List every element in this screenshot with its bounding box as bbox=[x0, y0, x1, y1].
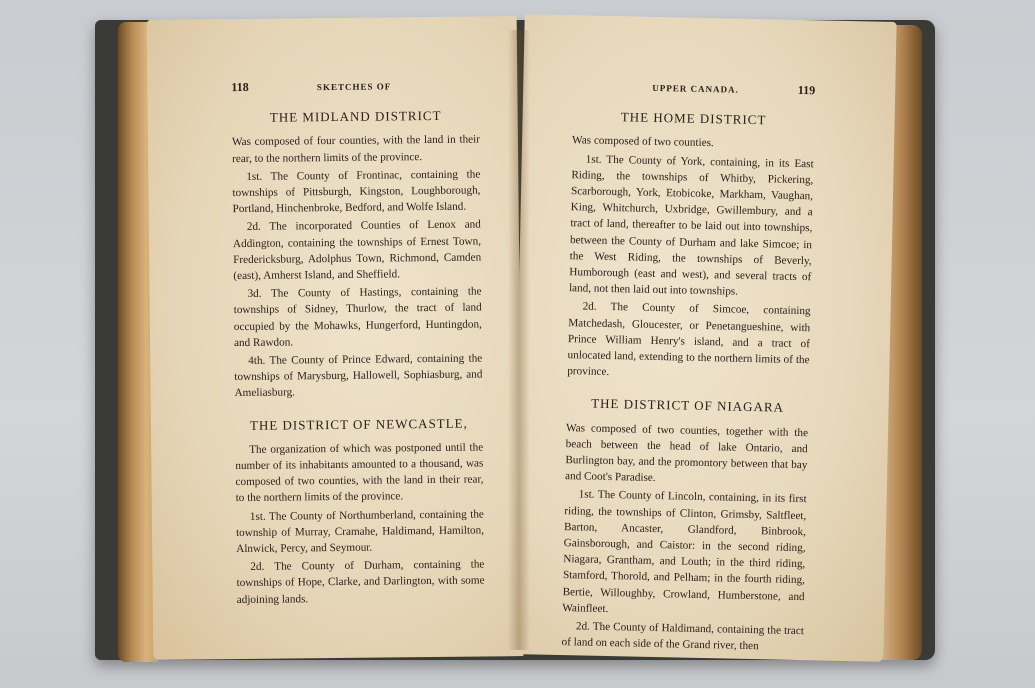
right-running-head: UPPER CANADA. bbox=[652, 82, 739, 95]
paragraph: Was composed of two counties. bbox=[571, 134, 714, 150]
paragraph: 1st. The County of York, containing, in its East Riding, the townships of Whitby, Pickering, Scarborough, York, Etobicoke, Markham, Vaughan, King, Whitchurch, Uxbridge, Gwillembury, and a tract of land, thereafter to be laid out into townships, between the County of Durham and lake Simcoe; in the West Riding, the townships of Beverly, Humborough (east and west), and several tracts of land, not then laid out into townships. bbox=[568, 153, 814, 298]
paragraph: Was composed of four counties, with the land in their rear, to the northern limits of the province. bbox=[231, 133, 480, 165]
paragraph: 4th. The County of Prince Edward, containing the townships of Marysburg, Hallowell, Sophiasburg, and Ameliasburg. bbox=[234, 352, 483, 400]
left-running-head: SKETCHES OF bbox=[316, 81, 392, 93]
paragraph: 2d. The County of Haldimand, containing the tract of land on each side of the Grand river, then bbox=[561, 620, 805, 653]
section-heading: THE DISTRICT OF NEWCASTLE, bbox=[249, 415, 468, 433]
paragraph: 2d. The incorporated Counties of Lenox and Addington, containing the townships of Ernest Town, Fredericksburg, Adolphus Town, Richmond, Camden (east), Amherst Island, and Sheffield. bbox=[232, 218, 482, 283]
paragraph: 1st. The County of Frontinac, containing the townships of Pittsburgh, Kingston, Loughborough, Portland, Hinchenbroke, Bedford, and Wolfe Island. bbox=[232, 168, 481, 216]
section-heading: THE HOME DISTRICT bbox=[620, 109, 767, 128]
paragraph: 1st. The County of Northumberland, containing the township of Murray, Cramahe, Haldimand, Hamilton, Alnwick, Percy, and Seymour. bbox=[235, 508, 485, 556]
book-gutter bbox=[508, 30, 530, 650]
paragraph: Was composed of two counties, together with the beach between the head of lake Ontario, and Burlington bay, and the promontory between that bay and Coot's Paradise. bbox=[564, 421, 809, 485]
paragraph: 2d. The County of Durham, containing the townships of Hope, Clarke, and Darlington, with some adjoining lands. bbox=[236, 558, 485, 606]
left-page-header bbox=[231, 76, 479, 96]
section-heading: THE DISTRICT OF NIAGARA bbox=[591, 396, 785, 416]
left-page bbox=[147, 16, 524, 660]
paragraph: The organization of which was postponed until the number of its inhabitants amounted to a thousand, was composed of two counties, with the land in their rear, to the northern limits of the province. bbox=[235, 441, 484, 505]
right-page bbox=[511, 14, 896, 662]
right-page-header bbox=[573, 77, 815, 99]
section-heading: THE MIDLAND DISTRICT bbox=[269, 108, 442, 125]
paragraph: 2d. The County of Simcoe, containing Matchedash, Gloucester, or Penetangueshine, with Prince William Henry's island, and a tract of unlocated land, extending to the northern limits of the province. bbox=[567, 300, 811, 379]
paragraph: 3d. The County of Hastings, containing the townships of Sidney, Thurlow, the tract of land occupied by the Mohawks, Hungerford, Huntingdon, and Rawdon. bbox=[233, 285, 482, 349]
left-page-number: 118 bbox=[231, 79, 249, 95]
paragraph: 1st. The County of Lincoln, containing, in its first riding, the townships of Clinton, Grimsby, Saltfleet, Barton, Ancaster, Glandford, Binbrook, Gainsborough, and Caistor: in the second riding, Niagara, Grantham, and Louth; in the third riding, Stamford, Thorold, and Pelham; in the fourth riding, Bertie, Willoughby, Crowland, Humberstone, and Wainfleet. bbox=[562, 488, 807, 615]
right-page-number: 119 bbox=[797, 82, 816, 98]
